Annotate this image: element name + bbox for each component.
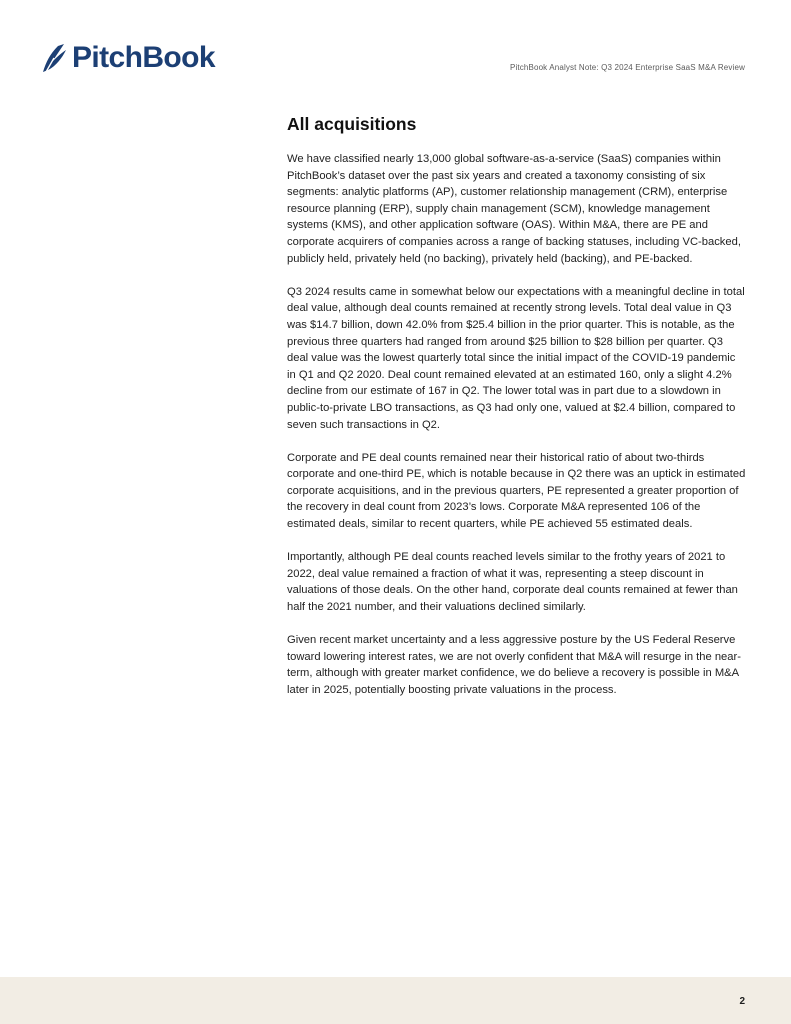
page-number: 2 bbox=[739, 996, 745, 1007]
logo-wordmark: PitchBook bbox=[72, 41, 215, 74]
paragraph-q3-results: Q3 2024 results came in somewhat below our expectations with a meaningful decline in total deal value, although deal counts remained at recently strong levels. Total deal value in Q3 was $14.7 billion, down 42.0% from $25.4 billion in the prior quarter. This is notable, as the previous three quarters had ranged from around $25 billion to $28 billion per quarter. Q3 deal value was the lowest quarterly total since the initial impact of the COVID-19 pandemic in Q1 and Q2 2020. Deal count remained elevated at an estimated 160, only a slight 4.2% decline from our estimate of 167 in Q2. The lower total was in part due to a slowdown in public-to-private LBO transactions, as Q3 had only one, valued at $2.4 billion, compared to seven such transactions in Q2. bbox=[287, 285, 745, 431]
pitchbook-feather-icon bbox=[40, 42, 68, 74]
paragraph-outlook: Given recent market uncertainty and a less aggressive posture by the US Federal Reserve toward lowering interest rates, we are not overly confident that M&A will resurge in the near-term, although with greater market confidence, we do believe a recovery is possible in M&A later in 2025, potentially boosting private valuations in the process. bbox=[287, 634, 741, 696]
page-footer bbox=[0, 977, 791, 1024]
pitchbook-logo bbox=[40, 38, 215, 78]
main-content bbox=[287, 113, 747, 715]
section-title: All acquisitions bbox=[287, 114, 417, 134]
running-header: PitchBook Analyst Note: Q3 2024 Enterprise SaaS M&A Review bbox=[509, 63, 745, 72]
paragraph-valuations: Importantly, although PE deal counts reached levels similar to the frothy years of 2021 to 2022, deal value remained a fraction of what it was, representing a steep discount in valuations of those deals. On the other hand, corporate deal counts remained at fewer than half the 2021 number, and their valuations declined similarly. bbox=[287, 551, 738, 614]
paragraph-corporate-pe: Corporate and PE deal counts remained near their historical ratio of about two-thirds corporate and one-third PE, which is notable because in Q2 there was an uptick in estimated corporate acquisitions, and in the previous quarters, PE represented a greater proportion of the recovery in deal count from 2023’s lows. Corporate M&A represented 106 of the estimated deals, similar to recent quarters, while PE achieved 55 estimated deals. bbox=[287, 451, 746, 531]
paragraph-intro: We have classified nearly 13,000 global software-as-a-service (SaaS) companies within PitchBook’s dataset over the past six years and created a taxonomy consisting of six segments: analytic platforms (AP), customer relationship management (CRM), enterprise resource planning (ERP), supply chain management (SCM), knowledge management systems (KMS), and other application software (OAS). Within M&A, there are PE and corporate acquirers of companies across a range of backing statuses, including VC-backed, publicly held, privately held (no backing), privately held (backing), and PE-backed. bbox=[287, 153, 741, 265]
